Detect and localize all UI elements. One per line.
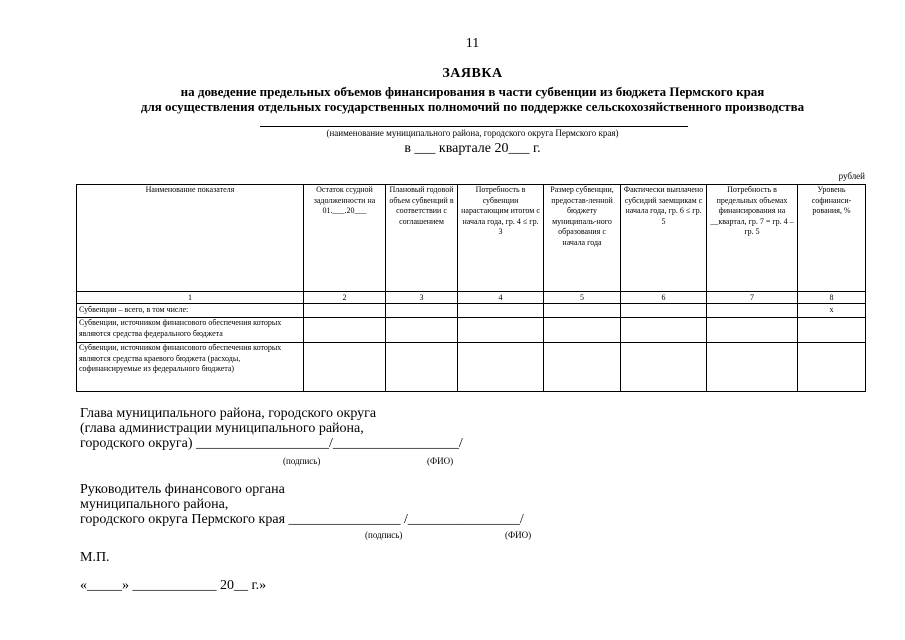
column-header: Плановый годовой объем субвенций в соответствии с соглашением	[386, 185, 458, 292]
column-number: 4	[458, 292, 544, 304]
table-cell	[386, 304, 458, 318]
table-row	[77, 304, 866, 318]
column-number: 6	[621, 292, 707, 304]
table-cell	[707, 343, 798, 392]
row-label: Субвенции, источником финансового обеспечения которых являются средства федерального бюджета	[77, 318, 304, 343]
column-number: 7	[707, 292, 798, 304]
row-label: Субвенции – всего, в том числе:	[77, 304, 304, 318]
table-cell	[304, 343, 386, 392]
date-line: «_____» ____________ 20__ г.»	[80, 578, 267, 593]
column-number: 3	[386, 292, 458, 304]
column-header: Остаток ссудной задолженности на 01.___.20___	[304, 185, 386, 292]
document-subtitle-line1: на доведение предельных объемов финансирования в части субвенции из бюджета Пермского края	[180, 84, 765, 99]
table-row	[77, 318, 866, 343]
column-header: Наименование показателя	[77, 185, 304, 292]
column-header: Размер субвенции, предостав-ленной бюджету муниципаль-ного образования с начала года	[544, 185, 621, 292]
table-cell	[621, 304, 707, 318]
currency-unit: рублей	[838, 171, 865, 181]
table-cell	[544, 318, 621, 343]
column-header: Потребность в предельных объемах финансирования на __квартал, гр. 7 = гр. 4 – гр. 5	[707, 185, 798, 292]
table-cell	[304, 318, 386, 343]
table-cell	[707, 304, 798, 318]
table-cell	[798, 318, 866, 343]
table-cell	[458, 343, 544, 392]
finance-title-line2: муниципального района,	[80, 497, 229, 512]
document-title: ЗАЯВКА	[442, 66, 503, 81]
head-title-line2: (глава администрации муниципального района,	[80, 421, 364, 436]
table-cell: x	[798, 304, 866, 318]
column-number: 8	[798, 292, 866, 304]
table-row	[77, 343, 866, 392]
document-subtitle-line2: для осуществления отдельных государственных полномочий по поддержке сельскохозяйственного производства	[140, 99, 805, 114]
table-cell	[386, 318, 458, 343]
table-cell	[621, 318, 707, 343]
column-number-row	[77, 292, 866, 304]
table-cell	[798, 343, 866, 392]
stamp-place: М.П.	[80, 550, 110, 565]
column-header: Потребность в субвенции нарастающим итогом с начала года, гр. 4 ≤ гр. 3	[458, 185, 544, 292]
row-label: Субвенции, источником финансового обеспечения которых являются средства краевого бюджета (расходы, софинансируемые из федерального бюджета)	[77, 343, 304, 392]
table-cell	[458, 318, 544, 343]
table-cell	[544, 304, 621, 318]
column-header: Фактически выплачено субсидий заемщикам с начала года, гр. 6 ≤ гр. 5	[621, 185, 707, 292]
table-header-row	[77, 185, 866, 292]
financing-table	[76, 184, 866, 392]
table-cell	[458, 304, 544, 318]
finance-title-line1: Руководитель финансового органа	[80, 482, 285, 497]
head-signature-caption: (подпись)	[283, 456, 321, 466]
quarter-line: в ___ квартале 20___ г.	[404, 141, 541, 156]
column-number: 1	[77, 292, 304, 304]
column-number: 2	[304, 292, 386, 304]
head-name-caption: (ФИО)	[427, 456, 454, 466]
table-cell	[544, 343, 621, 392]
head-title-line1: Глава муниципального района, городского округа	[80, 406, 377, 421]
table-cell	[304, 304, 386, 318]
head-signature-line: городского округа) ___________________/__________________/	[80, 436, 463, 451]
page-number: 11	[465, 36, 480, 51]
finance-signature-line: городского округа Пермского края ________________ /________________/	[80, 512, 524, 527]
column-number: 5	[544, 292, 621, 304]
column-header: Уровень софинанси-рования, %	[798, 185, 866, 292]
table-cell	[621, 343, 707, 392]
org-name-blank-line	[260, 126, 688, 127]
finance-name-caption: (ФИО)	[505, 530, 532, 540]
table-cell	[707, 318, 798, 343]
org-name-caption: (наименование муниципального района, городского округа Пермского края)	[326, 128, 619, 138]
finance-signature-caption: (подпись)	[365, 530, 403, 540]
table-cell	[386, 343, 458, 392]
